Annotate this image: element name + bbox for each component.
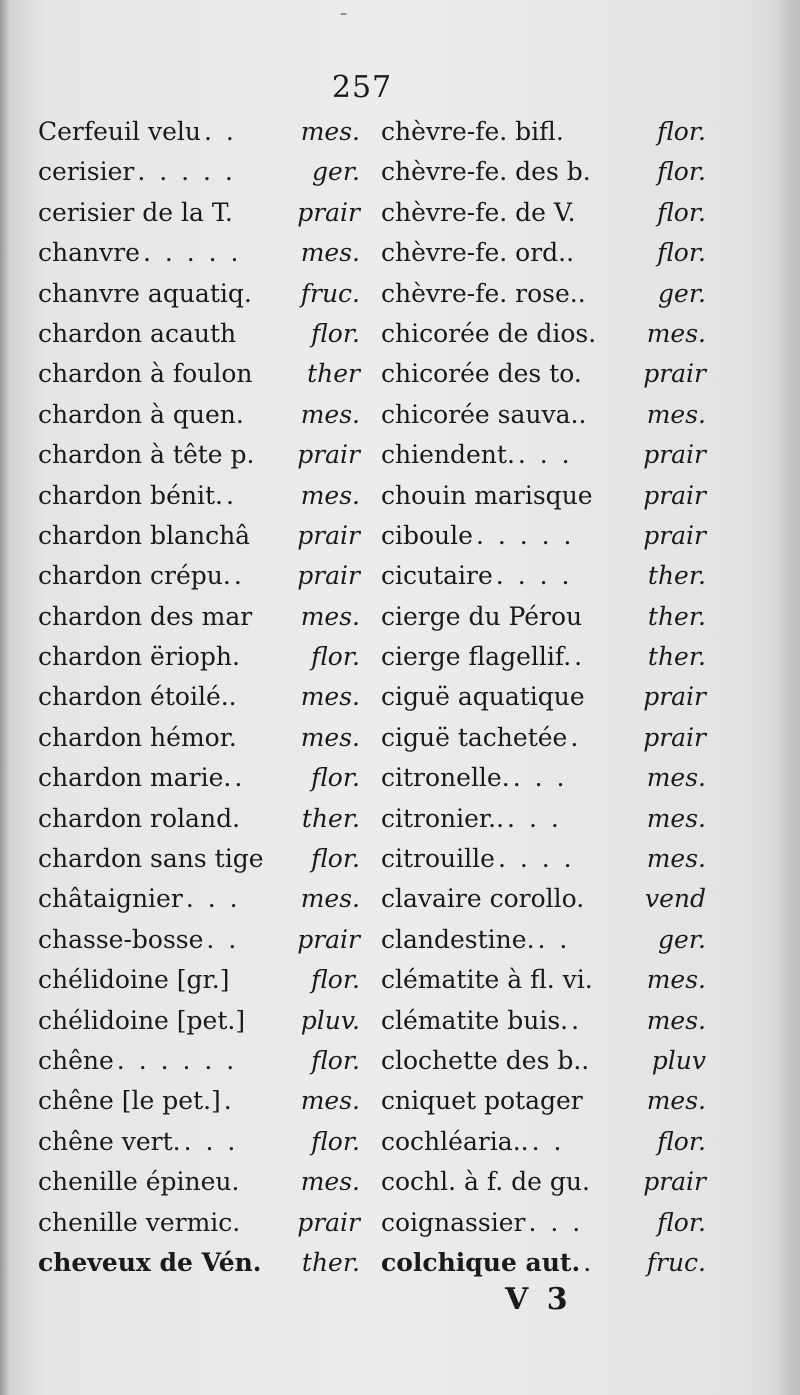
entry-season: flor. (311, 318, 360, 348)
index-entry (38, 314, 360, 354)
index-entry (381, 1081, 706, 1121)
entry-season: mes. (646, 803, 706, 833)
entry-season: prair (297, 520, 360, 550)
index-entry (38, 879, 360, 919)
entry-season: fruc. (300, 278, 360, 308)
entry-term: Cerfeuil velu (38, 117, 201, 146)
right-column (381, 112, 706, 1283)
index-entry (381, 1041, 706, 1081)
index-entry (38, 1041, 360, 1081)
index-entry (381, 839, 706, 879)
entry-term: chélidoine [pet.] (38, 1005, 246, 1035)
index-entry (381, 112, 706, 152)
entry-leader-dots: . (233, 561, 245, 591)
entry-term: cierge du Pérou (381, 601, 583, 631)
entry-season: mes. (646, 399, 706, 429)
index-entry (38, 193, 360, 233)
entry-term: chêne [le pet.] (38, 1086, 221, 1116)
entry-leader-dots: . . . (507, 803, 562, 833)
index-entry (381, 799, 706, 839)
entry-leader-dots: . (574, 642, 586, 672)
index-entry (381, 476, 706, 516)
entry-season: ther. (647, 601, 706, 631)
index-entry (381, 920, 706, 960)
entry-season: prair (643, 359, 706, 389)
entry-term: chicorée de dios. (381, 318, 597, 348)
entry-term: chanvre (38, 238, 140, 268)
entry-leader-dots: . . . . (497, 844, 575, 874)
entry-season: ther. (647, 642, 706, 672)
index-entry (381, 556, 706, 596)
index-entry (38, 112, 360, 152)
entry-term: chardon à tête p. (38, 440, 255, 470)
signature-mark: V 3 (505, 1282, 572, 1317)
entry-term: citronier.. (381, 803, 505, 833)
entry-season: flor. (657, 238, 706, 268)
entry-term: citronelle. (381, 763, 510, 793)
top-mark: – (340, 6, 347, 22)
entry-season: ther. (301, 1247, 360, 1277)
entry-season: prair (297, 1207, 360, 1237)
entry-season: mes. (646, 1086, 706, 1116)
index-entry (381, 1243, 706, 1283)
entry-season: flor. (311, 1045, 360, 1075)
entry-leader-dots: . . (206, 924, 240, 954)
entry-term: chiendent. (381, 440, 515, 470)
entry-season: mes. (646, 1005, 706, 1035)
entry-season: mes. (300, 601, 360, 631)
entry-season: prair (643, 520, 706, 550)
entry-term: chêne (38, 1045, 114, 1075)
entry-leader-dots: . . . (183, 1126, 239, 1156)
index-entry (38, 556, 360, 596)
entry-term: chardon à foulon (38, 359, 253, 389)
entry-season: mes. (300, 480, 360, 510)
entry-term: chardon ërioph. (38, 642, 240, 672)
entry-season: prair (643, 440, 706, 470)
entry-term: châtaignier (38, 884, 183, 914)
entry-season: flor. (657, 157, 706, 187)
index-entry (381, 152, 706, 192)
entry-leader-dots: . (571, 1005, 583, 1035)
entry-term: clématite à fl. vi. (381, 965, 593, 995)
entry-season: mes. (300, 399, 360, 429)
index-entry (381, 597, 706, 637)
entry-term: cniquet potager (381, 1086, 583, 1116)
index-entry (381, 314, 706, 354)
entry-term: chenille épineu. (38, 1167, 240, 1197)
entry-term: chèvre-fe. rose.. (381, 278, 586, 308)
index-entry (381, 718, 706, 758)
entry-term: clavaire corollo. (381, 884, 585, 914)
entry-term: chèvre-fe. bifl. (381, 117, 564, 146)
entry-leader-dots: . . (537, 924, 571, 954)
entry-leader-dots: . . (203, 117, 237, 146)
entry-season: prair (297, 924, 360, 954)
entry-season: ger. (658, 924, 706, 954)
index-entry (38, 516, 360, 556)
entry-term: chélidoine [gr.] (38, 965, 230, 995)
index-entry (381, 1001, 706, 1041)
entry-term: chèvre-fe. ord.. (381, 238, 575, 268)
entry-term: cochléaria.. (381, 1126, 529, 1156)
index-entry (381, 516, 706, 556)
entry-term: clématite buis. (381, 1005, 569, 1035)
index-entry (38, 758, 360, 798)
entry-season: vend (644, 884, 706, 914)
entry-term: cierge flagellif. (381, 642, 572, 672)
entry-term: chèvre-fe. de V. (381, 197, 576, 227)
entry-term: clandestine. (381, 924, 535, 954)
index-entry (381, 637, 706, 677)
index-entry (381, 677, 706, 717)
entry-leader-dots: . . . . . (475, 520, 575, 550)
entry-term: chanvre aquatiq. (38, 278, 252, 308)
entry-season: mes. (646, 318, 706, 348)
entry-term: chêne vert. (38, 1126, 181, 1156)
entry-season: flor. (657, 117, 706, 146)
entry-term: colchique aut. (381, 1247, 581, 1277)
entry-term: ciguë aquatique (381, 682, 585, 712)
index-entry (38, 597, 360, 637)
index-entry (38, 960, 360, 1000)
index-entry (381, 960, 706, 1000)
entry-term: chicorée sauva.. (381, 399, 587, 429)
entry-season: prair (297, 440, 360, 470)
entry-term: ciguë tachetée (381, 722, 568, 752)
entry-term: cerisier de la T. (38, 197, 233, 227)
entry-leader-dots: . (570, 722, 582, 752)
entry-leader-dots: . (223, 1086, 235, 1116)
entry-season: prair (643, 682, 706, 712)
entry-season: ther. (301, 803, 360, 833)
page-number: 257 (331, 70, 393, 105)
index-entry (38, 395, 360, 435)
page-left-edge (0, 0, 10, 1395)
entry-term: chardon à quen. (38, 399, 244, 429)
index-entry (38, 1203, 360, 1243)
entry-leader-dots: . . . . . (142, 238, 242, 268)
entry-season: mes. (300, 682, 360, 712)
entry-leader-dots: . . . . . . (116, 1045, 238, 1075)
entry-term: chardon roland. (38, 803, 241, 833)
entry-term: cheveux de Vén. (38, 1247, 262, 1277)
entry-season: ther. (647, 561, 706, 591)
entry-season: pluv. (300, 1005, 360, 1035)
index-entry (38, 799, 360, 839)
entry-season: mes. (300, 1167, 360, 1197)
index-entry (38, 718, 360, 758)
index-entry (38, 920, 360, 960)
entry-term: chardon étoilé.. (38, 682, 237, 712)
left-column (38, 112, 360, 1283)
index-entry (381, 395, 706, 435)
entry-season: ther (307, 359, 360, 389)
index-entry (38, 1243, 360, 1283)
entry-season: flor. (657, 197, 706, 227)
entry-season: mes. (300, 722, 360, 752)
entry-term: chardon des mar (38, 601, 253, 631)
index-entry (381, 354, 706, 394)
entry-term: cerisier (38, 157, 135, 187)
index-entry (381, 233, 706, 273)
index-entry (38, 839, 360, 879)
entry-season: flor. (657, 1207, 706, 1237)
index-entry (38, 1081, 360, 1121)
index-entry (381, 274, 706, 314)
index-entry (381, 1162, 706, 1202)
entry-season: mes. (646, 844, 706, 874)
entry-season: mes. (300, 117, 360, 146)
page-right-edge (774, 0, 800, 1395)
entry-term: chardon marie. (38, 763, 232, 793)
entry-leader-dots: . . . (185, 884, 241, 914)
entry-term: chardon hémor. (38, 722, 237, 752)
entry-term: chardon blanchâ (38, 520, 251, 550)
entry-term: coignassier (381, 1207, 526, 1237)
entry-term: cochl. à f. de gu. (381, 1167, 590, 1197)
index-entry (381, 1122, 706, 1162)
entry-leader-dots: . . . (512, 763, 568, 793)
index-entry (38, 354, 360, 394)
entry-term: chardon sans tige (38, 844, 264, 874)
entry-leader-dots: . . . . . (137, 157, 236, 187)
entry-season: prair (297, 197, 360, 227)
entry-season: ger. (312, 157, 360, 187)
index-entry (38, 274, 360, 314)
entry-season: flor. (311, 844, 360, 874)
entry-leader-dots: . . . (517, 440, 573, 470)
entry-season: mes. (646, 763, 706, 793)
entry-term: clochette des b.. (381, 1045, 590, 1075)
entry-season: flor. (311, 763, 360, 793)
entry-season: flor. (311, 1126, 360, 1156)
index-entry (381, 879, 706, 919)
index-entry (38, 637, 360, 677)
index-entry (381, 1203, 706, 1243)
entry-season: flor. (311, 965, 360, 995)
entry-term: chardon acauth (38, 318, 237, 348)
entry-term: chardon bénit. (38, 480, 223, 510)
entry-season: mes. (646, 965, 706, 995)
entry-leader-dots: . . . . (495, 561, 573, 591)
index-entry (38, 476, 360, 516)
entry-leader-dots: . (583, 1247, 595, 1277)
entry-leader-dots: . . (531, 1126, 565, 1156)
index-entry (38, 1162, 360, 1202)
index-entry (38, 233, 360, 273)
index-entry (38, 152, 360, 192)
index-entry (38, 1001, 360, 1041)
index-entry (38, 677, 360, 717)
entry-season: prair (643, 1167, 706, 1197)
entry-term: chasse-bosse (38, 924, 204, 954)
entry-term: chardon crépu. (38, 561, 231, 591)
entry-leader-dots: . (234, 763, 246, 793)
entry-leader-dots: . . . (528, 1207, 584, 1237)
index-entry (381, 435, 706, 475)
entry-season: prair (297, 561, 360, 591)
entry-season: mes. (300, 1086, 360, 1116)
entry-season: mes. (300, 238, 360, 268)
entry-season: prair (643, 722, 706, 752)
entry-season: flor. (311, 642, 360, 672)
entry-term: chèvre-fe. des b. (381, 157, 591, 187)
entry-term: chouin marisque (381, 480, 593, 510)
entry-leader-dots: . (225, 480, 237, 510)
entry-term: citrouille (381, 844, 495, 874)
index-entry (38, 435, 360, 475)
entry-season: ger. (658, 278, 706, 308)
entry-season: fruc. (646, 1247, 706, 1277)
entry-season: flor. (657, 1126, 706, 1156)
index-entry (381, 758, 706, 798)
index-entry (38, 1122, 360, 1162)
entry-term: chicorée des to. (381, 359, 582, 389)
entry-term: chenille vermic. (38, 1207, 241, 1237)
entry-term: cicutaire (381, 561, 493, 591)
entry-season: mes. (300, 884, 360, 914)
entry-season: pluv (651, 1045, 706, 1075)
entry-season: prair (643, 480, 706, 510)
index-entry (381, 193, 706, 233)
entry-term: ciboule (381, 520, 473, 550)
